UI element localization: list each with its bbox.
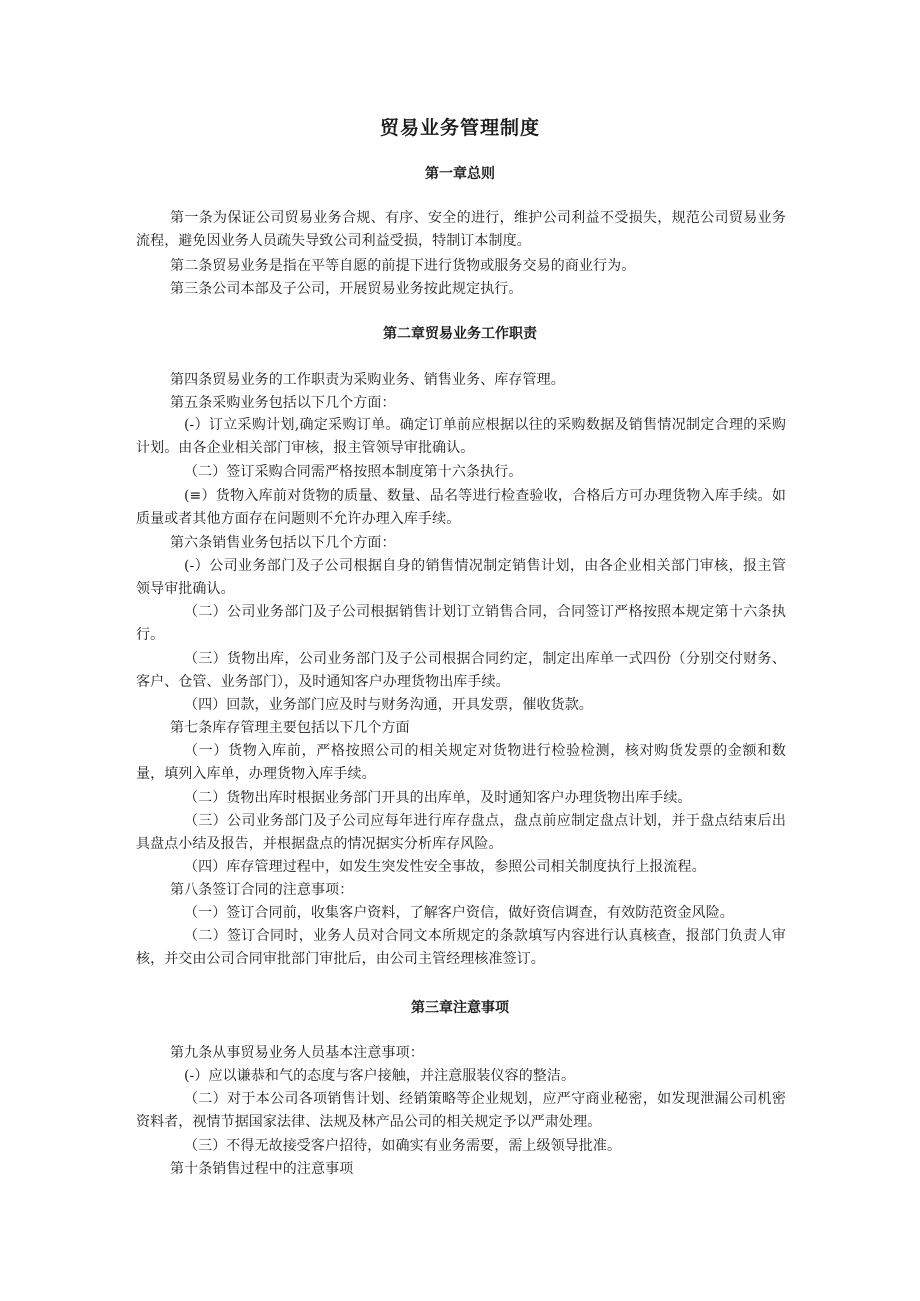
clause-paragraph: (-）应以谦恭和气的态度与客户接触，并注意服装仪容的整洁。	[184, 1068, 576, 1084]
article-paragraph: 第三条公司本部及子公司，开展贸易业务按此规定执行。	[170, 281, 523, 297]
clause-paragraph: （一）签订合同前，收集客户资料，了解客户资信，做好资信调查，有效防范资金风险。	[184, 905, 734, 921]
article-paragraph: 第九条从事贸易业务人员基本注意事项：	[170, 1045, 424, 1061]
clause-paragraph: （三）货物出库，公司业务部门及子公司根据合同约定，制定出库单一式四份（分别交付财务、客户、仓管、业务部门），及时通知客户办理货物出库手续。	[136, 651, 786, 690]
chapter-heading: 第二章贸易业务工作职责	[383, 326, 537, 342]
article-paragraph: 第四条贸易业务的工作职责为采购业务、销售业务、库存管理。	[170, 372, 565, 388]
clause-paragraph: （二）签订采购合同需严格按照本制度第十六条执行。	[184, 464, 523, 480]
article-paragraph: 第七条库存管理主要包括以下几个方面	[170, 720, 410, 736]
clause-paragraph: （四）库存管理过程中，如发生突发性安全事故，参照公司相关制度执行上报流程。	[184, 859, 706, 875]
clause-paragraph: (-）公司业务部门及子公司根据自身的销售情况制定销售计划，由各企业相关部门审核，报主管领导审批确认。	[136, 558, 786, 597]
clause-paragraph: （二）货物出库时根据业务部门开具的出库单，及时通知客户办理货物出库手续。	[184, 790, 692, 806]
clause-paragraph: （二）公司业务部门及子公司根据销售计划订立销售合同，合同签订严格按照本规定第十六条执行。	[136, 604, 786, 643]
chapter-heading: 第一章总则	[425, 166, 495, 182]
article-paragraph: 第八条签订合同的注意事项：	[170, 882, 354, 898]
chapter-heading: 第三章注意事项	[411, 1000, 509, 1016]
article-paragraph: 第六条销售业务包括以下几个方面：	[170, 535, 396, 551]
article-paragraph: 第二条贸易业务是指在平等自愿的前提下进行货物或服务交易的商业行为。	[170, 258, 636, 274]
article-paragraph: 第五条采购业务包括以下几个方面：	[170, 395, 396, 411]
document-title: 贸易业务管理制度	[379, 117, 540, 139]
clause-paragraph: （二）签订合同时，业务人员对合同文本所规定的条款填写内容进行认真核查，报部门负责人审核，并交由公司合同审批部门审批后，由公司主管经理核准签订。	[136, 928, 786, 967]
clause-paragraph: （四）回款，业务部门应及时与财务沟通，开具发票，催收货款。	[184, 697, 593, 713]
clause-paragraph: （三）不得无故接受客户招待，如确实有业务需要，需上级领导批准。	[184, 1138, 622, 1154]
clause-paragraph: (-）订立采购计划,确定采购订单。确定订单前应根据以往的采购数据及销售情况制定合理的采购计划。由各企业相关部门审核，报主管领导审批确认。	[136, 417, 786, 456]
clause-paragraph: （二）对于本公司各项销售计划、经销策略等企业规划，应严守商业秘密，如发现泄漏公司机密资料者，视情节据国家法律、法规及林产品公司的相关规定予以严肃处理。	[136, 1091, 786, 1130]
article-paragraph: 第十条销售过程中的注意事项	[170, 1161, 354, 1177]
clause-paragraph: （一）货物入库前，严格按照公司的相关规定对货物进行检验检测，核对购货发票的金额和数量，填列入库单，办理货物入库手续。	[136, 743, 786, 782]
clause-paragraph: （三）公司业务部门及子公司应每年进行库存盘点，盘点前应制定盘点计划，并于盘点结束后出具盘点小结及报告，并根据盘点的情况据实分析库存风险。	[136, 813, 786, 852]
article-paragraph: 第一条为保证公司贸易业务合规、有序、安全的进行，维护公司利益不受损失，规范公司贸易业务流程，避免因业务人员疏失导致公司利益受损，特制订本制度。	[136, 210, 786, 249]
clause-paragraph: (≡）货物入库前对货物的质量、数量、品名等进行检查验收，合格后方可办理货物入库手续。如质量或者其他方面存在问题则不允许办理入库手续。	[136, 488, 786, 527]
